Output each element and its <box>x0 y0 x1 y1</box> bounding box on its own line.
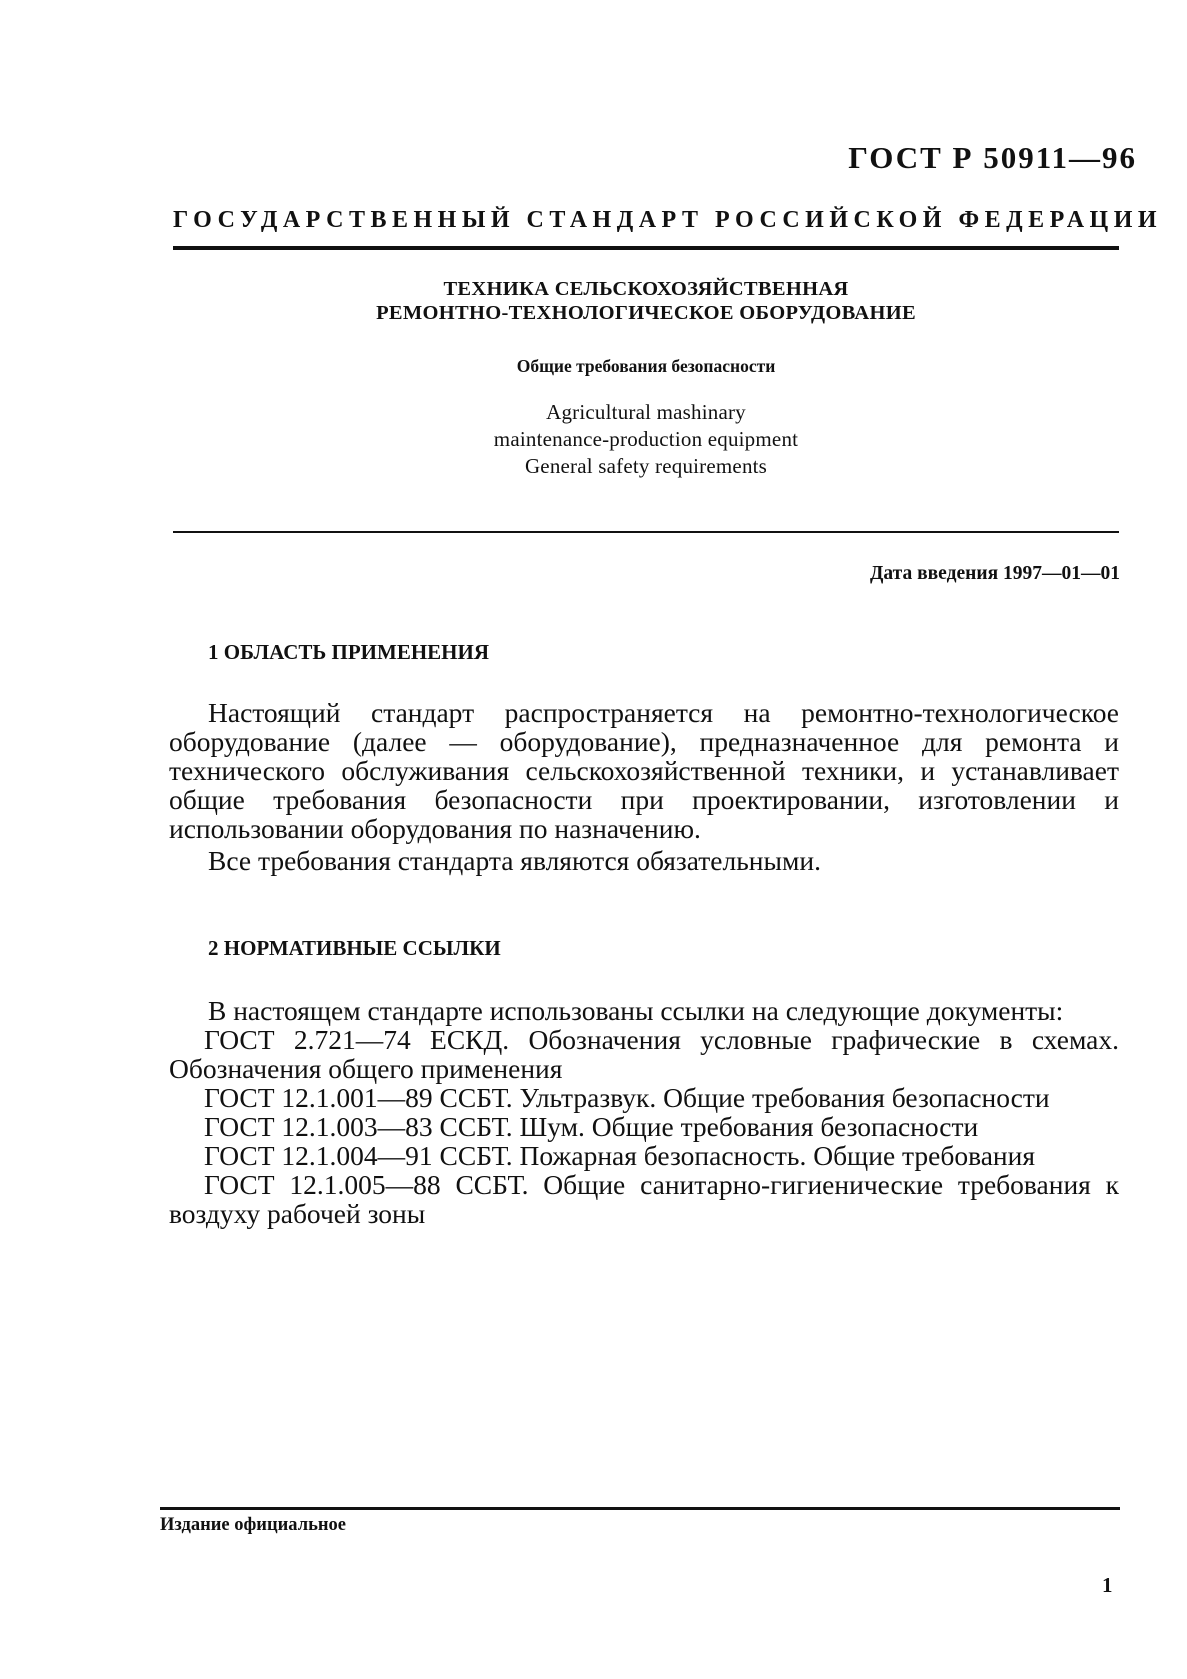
english-title-line-3: General safety requirements <box>524 454 768 478</box>
footer-divider <box>160 1507 1120 1510</box>
english-title-line-1: Agricultural mashinary <box>546 400 746 424</box>
section-2-body <box>169 996 1119 1228</box>
section-1-body <box>169 698 1119 875</box>
english-title <box>173 399 1119 480</box>
reference-gost-12-1-001-89: ГОСТ 12.1.001—89 ССБТ. Ультразвук. Общие требования безопасности <box>204 1082 1050 1113</box>
section-1-paragraph-1: Настоящий стандарт распространяется на ремонтно-технологическое оборудование (далее — оборудование), предназначенное для ремонта и технического обслуживания сельскохозяйственной техники, и устанавливает общие требования безопасности при проектировании, изготовлении и использовании оборудования по назначению. <box>169 697 1119 844</box>
state-standard-title: ГОСУДАРСТВЕННЫЙ СТАНДАРТ РОССИЙСКОЙ ФЕДЕРАЦИИ <box>173 207 1163 233</box>
section-2-paragraph-1: В настоящем стандарте использованы ссылки на следующие документы: <box>208 995 1064 1026</box>
document-code: ГОСТ Р 50911—96 <box>848 140 1137 175</box>
section-2-heading: 2 НОРМАТИВНЫЕ ССЫЛКИ <box>208 936 501 960</box>
reference-gost-2-721-74: ГОСТ 2.721—74 ЕСКД. Обозначения условные графические в схемах. Обозначения общего применения <box>169 1024 1119 1084</box>
page-number: 1 <box>1102 1573 1113 1597</box>
title-line-1: ТЕХНИКА СЕЛЬСКОХОЗЯЙСТВЕННАЯ <box>443 278 849 300</box>
section-1-heading: 1 ОБЛАСТЬ ПРИМЕНЕНИЯ <box>208 640 490 664</box>
title-line-2: РЕМОНТНО-ТЕХНОЛОГИЧЕСКОЕ ОБОРУДОВАНИЕ <box>376 302 916 324</box>
official-edition-note: Издание официальное <box>160 1515 346 1535</box>
reference-gost-12-1-005-88: ГОСТ 12.1.005—88 ССБТ. Общие санитарно-гигиенические требования к воздуху рабочей зоны <box>169 1169 1119 1229</box>
middle-divider <box>173 531 1119 533</box>
introduction-date: Дата введения 1997—01—01 <box>870 563 1120 584</box>
reference-gost-12-1-004-91: ГОСТ 12.1.004—91 ССБТ. Пожарная безопасность. Общие требования <box>204 1140 1035 1171</box>
section-1-paragraph-2: Все требования стандарта являются обязательными. <box>208 845 821 876</box>
english-title-line-2: maintenance-production equipment <box>493 427 799 451</box>
subtitle: Общие требования безопасности <box>516 356 776 376</box>
top-divider <box>173 246 1119 250</box>
title-block <box>173 277 1119 480</box>
reference-gost-12-1-003-83: ГОСТ 12.1.003—83 ССБТ. Шум. Общие требования безопасности <box>204 1111 979 1142</box>
